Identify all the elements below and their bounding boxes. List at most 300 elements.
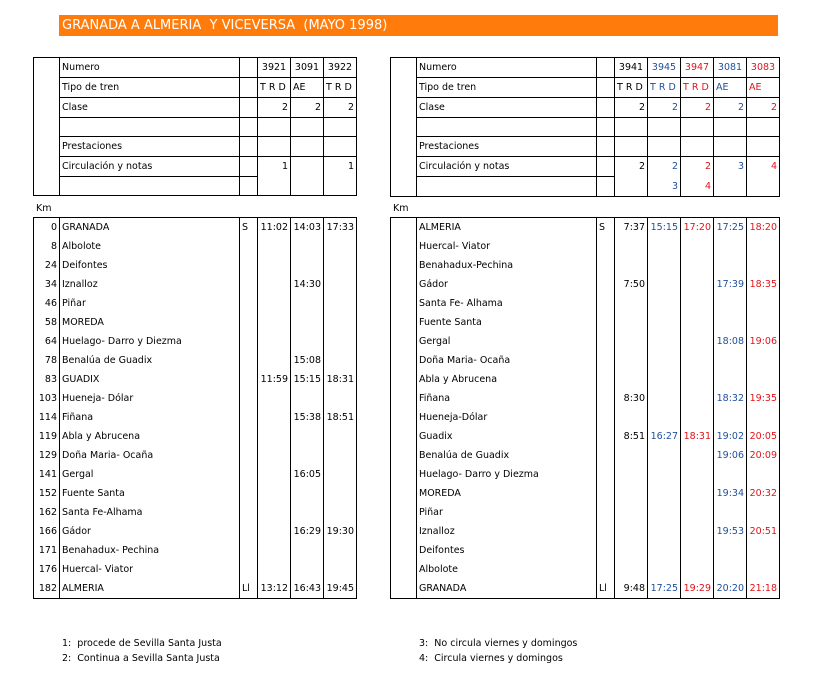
time-cell bbox=[615, 560, 648, 579]
time-cell bbox=[291, 503, 324, 522]
station-flag bbox=[240, 332, 258, 351]
header-cell bbox=[291, 137, 324, 157]
km-cell: 152 bbox=[34, 484, 60, 503]
station-flag bbox=[240, 313, 258, 332]
time-cell bbox=[681, 389, 714, 408]
time-cell bbox=[681, 465, 714, 484]
header-row bbox=[34, 58, 357, 78]
time-cell bbox=[747, 503, 780, 522]
station-name: GRANADA bbox=[60, 218, 240, 238]
header-row bbox=[34, 177, 357, 196]
km-cell bbox=[391, 465, 417, 484]
time-cell: 19:29 bbox=[681, 579, 714, 599]
row-margin-cell bbox=[391, 78, 417, 98]
note-2: 2: Continua a Sevilla Santa Justa bbox=[62, 653, 220, 664]
time-cell bbox=[258, 560, 291, 579]
time-cell bbox=[681, 522, 714, 541]
km-cell bbox=[391, 503, 417, 522]
time-cell: 13:12 bbox=[258, 579, 291, 599]
time-cell bbox=[648, 294, 681, 313]
station-name: Gergal bbox=[417, 332, 597, 351]
time-cell bbox=[258, 427, 291, 446]
time-cell bbox=[648, 408, 681, 427]
time-cell bbox=[615, 408, 648, 427]
time-cell: 18:32 bbox=[714, 389, 747, 408]
header-spacer bbox=[240, 78, 258, 98]
header-cell: 2 bbox=[291, 98, 324, 118]
header-cell bbox=[291, 157, 324, 177]
time-cell: 20:05 bbox=[747, 427, 780, 446]
header-row bbox=[34, 118, 357, 137]
time-cell: 19:45 bbox=[324, 579, 357, 599]
time-cell bbox=[714, 294, 747, 313]
note-3: 3: No circula viernes y domingos bbox=[419, 638, 578, 649]
header-row bbox=[34, 98, 357, 118]
header-label bbox=[60, 177, 240, 196]
time-cell bbox=[747, 541, 780, 560]
time-cell: 7:37 bbox=[615, 218, 648, 238]
table-row bbox=[34, 408, 357, 427]
time-cell bbox=[681, 294, 714, 313]
station-name: Santa Fe-Alhama bbox=[60, 503, 240, 522]
time-cell: 15:15 bbox=[291, 370, 324, 389]
row-margin-cell bbox=[391, 137, 417, 157]
time-cell bbox=[324, 389, 357, 408]
table-row bbox=[34, 427, 357, 446]
time-cell bbox=[648, 560, 681, 579]
row-margin-cell bbox=[34, 58, 60, 78]
header-row bbox=[391, 98, 780, 118]
station-flag bbox=[597, 484, 615, 503]
time-cell: 7:50 bbox=[615, 275, 648, 294]
km-cell: 162 bbox=[34, 503, 60, 522]
header-spacer bbox=[597, 137, 615, 157]
time-cell bbox=[291, 389, 324, 408]
km-cell: 171 bbox=[34, 541, 60, 560]
station-flag bbox=[240, 503, 258, 522]
time-cell bbox=[648, 351, 681, 370]
header-cell bbox=[714, 137, 747, 157]
km-cell: 64 bbox=[34, 332, 60, 351]
time-cell bbox=[324, 427, 357, 446]
table-row bbox=[391, 351, 780, 370]
header-cell: 2 bbox=[324, 98, 357, 118]
time-cell bbox=[681, 332, 714, 351]
time-cell bbox=[324, 465, 357, 484]
table-row bbox=[34, 332, 357, 351]
station-name: Gádor bbox=[60, 522, 240, 541]
header-cell: 1 bbox=[258, 157, 291, 177]
header-cell: T R D bbox=[258, 78, 291, 98]
time-cell bbox=[615, 541, 648, 560]
station-name: Doña Maria- Ocaña bbox=[417, 351, 597, 370]
time-cell bbox=[747, 408, 780, 427]
header-label: Prestaciones bbox=[60, 137, 240, 157]
header-spacer bbox=[597, 98, 615, 118]
table-row bbox=[391, 294, 780, 313]
station-flag bbox=[240, 427, 258, 446]
table-row bbox=[34, 218, 357, 238]
row-margin-cell bbox=[391, 177, 417, 197]
time-cell bbox=[291, 294, 324, 313]
time-cell bbox=[291, 237, 324, 256]
header-cell bbox=[324, 177, 357, 196]
header-cell: 3945 bbox=[648, 58, 681, 78]
header-cell bbox=[291, 177, 324, 196]
time-cell: 19:02 bbox=[714, 427, 747, 446]
time-cell: 19:06 bbox=[747, 332, 780, 351]
table-row bbox=[34, 579, 357, 599]
time-cell: 17:39 bbox=[714, 275, 747, 294]
km-cell: 24 bbox=[34, 256, 60, 275]
km-cell: 34 bbox=[34, 275, 60, 294]
km-cell bbox=[391, 560, 417, 579]
header-label: Numero bbox=[60, 58, 240, 78]
station-name: MOREDA bbox=[417, 484, 597, 503]
time-cell bbox=[615, 370, 648, 389]
header-cell: 2 bbox=[648, 98, 681, 118]
time-cell: 16:05 bbox=[291, 465, 324, 484]
header-cell: 2 bbox=[747, 98, 780, 118]
header-row bbox=[391, 137, 780, 157]
time-cell bbox=[615, 313, 648, 332]
header-cell bbox=[681, 118, 714, 137]
header-cell bbox=[747, 118, 780, 137]
time-cell bbox=[648, 237, 681, 256]
header-spacer bbox=[240, 98, 258, 118]
time-cell bbox=[324, 446, 357, 465]
header-cell: 2 bbox=[714, 98, 747, 118]
km-cell: 103 bbox=[34, 389, 60, 408]
table-row bbox=[391, 522, 780, 541]
header-row bbox=[391, 177, 780, 197]
table-row bbox=[34, 370, 357, 389]
time-cell bbox=[681, 541, 714, 560]
time-cell bbox=[681, 446, 714, 465]
station-name: Piñar bbox=[60, 294, 240, 313]
station-name: Fuente Santa bbox=[417, 313, 597, 332]
station-flag bbox=[240, 351, 258, 370]
time-cell: 15:08 bbox=[291, 351, 324, 370]
station-flag bbox=[240, 484, 258, 503]
time-cell bbox=[615, 256, 648, 275]
header-cell: 2 bbox=[648, 157, 681, 177]
time-cell bbox=[681, 351, 714, 370]
time-cell bbox=[615, 237, 648, 256]
time-cell bbox=[648, 370, 681, 389]
station-flag bbox=[240, 294, 258, 313]
header-label: Numero bbox=[417, 58, 597, 78]
km-cell bbox=[391, 351, 417, 370]
table-row bbox=[34, 484, 357, 503]
header-spacer bbox=[240, 58, 258, 78]
km-cell: 129 bbox=[34, 446, 60, 465]
time-cell bbox=[714, 541, 747, 560]
time-cell: 20:51 bbox=[747, 522, 780, 541]
station-name: Abla y Abrucena bbox=[60, 427, 240, 446]
time-cell: 17:25 bbox=[648, 579, 681, 599]
time-cell bbox=[714, 560, 747, 579]
time-cell bbox=[258, 256, 291, 275]
time-cell bbox=[681, 313, 714, 332]
row-margin-cell bbox=[34, 98, 60, 118]
time-cell bbox=[615, 351, 648, 370]
header-cell bbox=[291, 118, 324, 137]
station-name: Huercal- Viator bbox=[417, 237, 597, 256]
table-row bbox=[391, 313, 780, 332]
station-flag bbox=[240, 446, 258, 465]
time-cell bbox=[714, 408, 747, 427]
time-cell: 16:43 bbox=[291, 579, 324, 599]
km-cell bbox=[391, 294, 417, 313]
km-cell: 46 bbox=[34, 294, 60, 313]
time-cell: 18:31 bbox=[681, 427, 714, 446]
header-label bbox=[417, 177, 597, 197]
header-cell: 3091 bbox=[291, 58, 324, 78]
table-row bbox=[391, 218, 780, 238]
time-cell: 8:51 bbox=[615, 427, 648, 446]
km-cell bbox=[391, 579, 417, 599]
station-flag bbox=[597, 256, 615, 275]
header-cell: 3081 bbox=[714, 58, 747, 78]
header-cell: 3922 bbox=[324, 58, 357, 78]
station-name: GUADIX bbox=[60, 370, 240, 389]
km-label-right: Km bbox=[393, 203, 409, 214]
time-cell bbox=[258, 313, 291, 332]
station-flag: Ll bbox=[240, 579, 258, 599]
time-cell bbox=[747, 256, 780, 275]
time-cell bbox=[291, 446, 324, 465]
header-row bbox=[391, 58, 780, 78]
station-flag: S bbox=[597, 218, 615, 238]
km-cell: 58 bbox=[34, 313, 60, 332]
station-name: Piñar bbox=[417, 503, 597, 522]
station-name: Huelago- Darro y Diezma bbox=[60, 332, 240, 351]
header-label bbox=[417, 118, 597, 137]
time-cell: 21:18 bbox=[747, 579, 780, 599]
header-cell bbox=[681, 137, 714, 157]
time-cell: 18:51 bbox=[324, 408, 357, 427]
time-cell bbox=[258, 351, 291, 370]
header-cell bbox=[648, 137, 681, 157]
header-label: Tipo de tren bbox=[60, 78, 240, 98]
table-row bbox=[34, 313, 357, 332]
table-row bbox=[34, 522, 357, 541]
time-cell: 15:38 bbox=[291, 408, 324, 427]
station-name: Hueneja- Dólar bbox=[60, 389, 240, 408]
time-cell bbox=[324, 541, 357, 560]
row-margin-cell bbox=[391, 118, 417, 137]
time-cell bbox=[291, 484, 324, 503]
header-row bbox=[34, 78, 357, 98]
station-name: Huercal- Viator bbox=[60, 560, 240, 579]
header-cell: 4 bbox=[681, 177, 714, 197]
time-cell bbox=[648, 332, 681, 351]
time-cell: 17:20 bbox=[681, 218, 714, 238]
time-cell: 19:30 bbox=[324, 522, 357, 541]
time-cell bbox=[648, 275, 681, 294]
km-cell bbox=[391, 275, 417, 294]
station-flag bbox=[240, 560, 258, 579]
header-cell: 2 bbox=[615, 157, 648, 177]
time-cell: 20:20 bbox=[714, 579, 747, 599]
header-cell: 2 bbox=[615, 98, 648, 118]
header-cell: 3921 bbox=[258, 58, 291, 78]
station-name: Iznalloz bbox=[417, 522, 597, 541]
time-cell: 20:09 bbox=[747, 446, 780, 465]
row-margin-cell bbox=[391, 98, 417, 118]
km-cell: 119 bbox=[34, 427, 60, 446]
table-row bbox=[34, 541, 357, 560]
time-cell bbox=[258, 389, 291, 408]
km-label-left: Km bbox=[36, 203, 52, 214]
header-spacer bbox=[240, 177, 258, 196]
header-cell: 3947 bbox=[681, 58, 714, 78]
header-cell bbox=[324, 118, 357, 137]
header-label: Clase bbox=[417, 98, 597, 118]
time-cell bbox=[324, 237, 357, 256]
station-flag bbox=[240, 370, 258, 389]
time-cell bbox=[714, 237, 747, 256]
left-header-table bbox=[33, 57, 357, 196]
station-flag bbox=[240, 465, 258, 484]
header-spacer bbox=[597, 118, 615, 137]
header-cell: 1 bbox=[324, 157, 357, 177]
header-row bbox=[34, 157, 357, 177]
time-cell bbox=[714, 351, 747, 370]
time-cell: 8:30 bbox=[615, 389, 648, 408]
header-label: Clase bbox=[60, 98, 240, 118]
header-cell bbox=[258, 118, 291, 137]
time-cell: 16:29 bbox=[291, 522, 324, 541]
time-cell bbox=[747, 370, 780, 389]
km-cell: 8 bbox=[34, 237, 60, 256]
note-1: 1: procede de Sevilla Santa Justa bbox=[62, 638, 222, 649]
station-flag bbox=[597, 237, 615, 256]
header-row bbox=[391, 78, 780, 98]
table-row bbox=[391, 237, 780, 256]
time-cell: 17:33 bbox=[324, 218, 357, 238]
km-cell: 83 bbox=[34, 370, 60, 389]
header-cell bbox=[648, 118, 681, 137]
km-cell bbox=[391, 370, 417, 389]
header-cell bbox=[747, 137, 780, 157]
time-cell: 14:03 bbox=[291, 218, 324, 238]
right-header-table bbox=[390, 57, 780, 197]
header-label bbox=[60, 118, 240, 137]
station-name: Iznalloz bbox=[60, 275, 240, 294]
time-cell bbox=[324, 332, 357, 351]
time-cell bbox=[291, 332, 324, 351]
header-spacer bbox=[597, 177, 615, 197]
station-name: Gergal bbox=[60, 465, 240, 484]
time-cell bbox=[681, 370, 714, 389]
header-label: Circulación y notas bbox=[60, 157, 240, 177]
table-row bbox=[34, 389, 357, 408]
time-cell bbox=[681, 237, 714, 256]
time-cell bbox=[291, 541, 324, 560]
station-name: Abla y Abrucena bbox=[417, 370, 597, 389]
time-cell bbox=[648, 522, 681, 541]
time-cell: 18:20 bbox=[747, 218, 780, 238]
time-cell bbox=[681, 560, 714, 579]
header-cell bbox=[258, 177, 291, 196]
table-row bbox=[391, 541, 780, 560]
time-cell bbox=[291, 256, 324, 275]
header-label: Prestaciones bbox=[417, 137, 597, 157]
header-spacer bbox=[597, 78, 615, 98]
table-row bbox=[391, 389, 780, 408]
station-flag bbox=[597, 408, 615, 427]
km-cell bbox=[391, 389, 417, 408]
table-row bbox=[34, 503, 357, 522]
station-flag bbox=[240, 408, 258, 427]
header-cell bbox=[714, 177, 747, 197]
station-name: Albolote bbox=[60, 237, 240, 256]
station-name: Guadix bbox=[417, 427, 597, 446]
header-cell: T R D bbox=[681, 78, 714, 98]
station-flag bbox=[240, 275, 258, 294]
header-cell bbox=[714, 118, 747, 137]
time-cell bbox=[714, 370, 747, 389]
km-cell: 114 bbox=[34, 408, 60, 427]
km-cell: 166 bbox=[34, 522, 60, 541]
station-flag bbox=[597, 332, 615, 351]
header-cell bbox=[615, 118, 648, 137]
table-row bbox=[391, 446, 780, 465]
time-cell: 19:53 bbox=[714, 522, 747, 541]
station-flag bbox=[240, 237, 258, 256]
table-row bbox=[34, 237, 357, 256]
right-schedule-table bbox=[390, 217, 780, 599]
time-cell bbox=[324, 560, 357, 579]
time-cell bbox=[324, 351, 357, 370]
time-cell: 18:08 bbox=[714, 332, 747, 351]
km-cell bbox=[391, 541, 417, 560]
header-cell: 3 bbox=[714, 157, 747, 177]
header-cell: 2 bbox=[681, 157, 714, 177]
header-spacer bbox=[240, 157, 258, 177]
km-cell bbox=[391, 237, 417, 256]
station-name: Benahadux- Pechina bbox=[60, 541, 240, 560]
left-schedule-table bbox=[33, 217, 357, 599]
station-name: Fiñana bbox=[417, 389, 597, 408]
time-cell bbox=[747, 237, 780, 256]
station-flag: Ll bbox=[597, 579, 615, 599]
header-spacer bbox=[240, 118, 258, 137]
station-name: Fiñana bbox=[60, 408, 240, 427]
header-cell: 4 bbox=[747, 157, 780, 177]
time-cell bbox=[681, 275, 714, 294]
km-cell bbox=[391, 313, 417, 332]
time-cell bbox=[615, 503, 648, 522]
station-flag bbox=[597, 541, 615, 560]
time-cell bbox=[615, 332, 648, 351]
header-cell: 3 bbox=[648, 177, 681, 197]
km-cell bbox=[391, 522, 417, 541]
time-cell: 11:02 bbox=[258, 218, 291, 238]
time-cell: 19:35 bbox=[747, 389, 780, 408]
station-flag bbox=[597, 294, 615, 313]
time-cell bbox=[324, 256, 357, 275]
table-row bbox=[391, 256, 780, 275]
table-row bbox=[391, 503, 780, 522]
time-cell bbox=[681, 484, 714, 503]
table-row bbox=[34, 256, 357, 275]
time-cell: 18:35 bbox=[747, 275, 780, 294]
table-row bbox=[391, 579, 780, 599]
time-cell bbox=[324, 275, 357, 294]
